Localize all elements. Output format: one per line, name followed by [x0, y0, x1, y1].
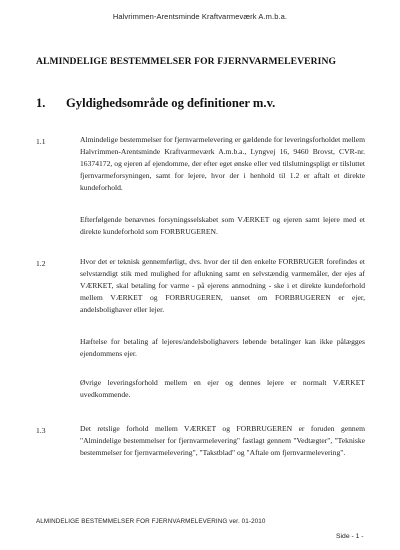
clause-number: 1.1 [36, 137, 46, 146]
section-title: Gyldighedsområde og definitioner m.v. [66, 96, 276, 110]
page-number: Side - 1 - [336, 533, 364, 540]
clause-number: 1.3 [36, 426, 46, 435]
clause-number: 1.2 [36, 259, 46, 268]
clause-paragraph: Efterfølgende benævnes forsyningsselskabet som VÆRKET og ejeren samt lejere med et direkte kundeforhold som FORBRUGEREN. [80, 215, 365, 237]
clause-paragraph: Øvrige leveringsforhold mellem en ejer og dennes lejere er normalt VÆRKET uvedkommende. [80, 378, 365, 400]
footer-document-version: ALMINDELIGE BESTEMMELSER FOR FJERNVARMELEVERING ver. 01-2010 [36, 518, 266, 525]
section-number: 1. [36, 96, 46, 110]
clause-paragraph: Hæftelse for betaling af lejeres/andelsbolighavers løbende betalinger kan ikke pålægges ejendommens ejer. [80, 337, 365, 359]
running-header: Halvrimmen-Arentsminde Kraftvarmeværk A.m.b.a. [112, 12, 288, 21]
document-title: ALMINDELIGE BESTEMMELSER FOR FJERNVARMELEVERING [36, 56, 337, 67]
clause-paragraph: Det retslige forhold mellem VÆRKET og FORBRUGEREN er foruden gennem "Almindelige bestemmelser for fjernvarmelevering" fastlagt gennem "Vedtægter", "Tekniske bestemmelser for fjernvarmelevering", "Takstblad" og "Aftale om fjernvarmelevering". [80, 424, 365, 458]
section-heading [36, 96, 275, 111]
clause-paragraph: Almindelige bestemmelser for fjernvarmelevering er gældende for leveringsforholdet mellem Halvrimmen-Arentsminde Kraftvarmeværk A.m.b.a., Lyngvej 16, 9460 Brovst, CVR-nr. 16374172, og ejeren af ejendomme, der efter eget ønske eller ved tilslutningspligt er tilsluttet fjernvarmeforsyningen, samt for lejere, hvor der i henhold til 1.2 er aftalt et direkte kundeforhold. [80, 135, 365, 193]
clause-paragraph: Hvor det er teknisk gennemførligt, dvs. hvor der til den enkelte FORBRUGER forefindes et selvstændigt stik med mulighed for aflukning samt en selvstændig varmemåler, der ejes af VÆRKET, skal betaling for varme - på ejerens anmodning - ske i et direkte kundeforhold mellem VÆRKET og FORBRUGEREN, uanset om FORBRUGEREN er ejer, andelsbolighaver eller lejer. [80, 257, 365, 315]
